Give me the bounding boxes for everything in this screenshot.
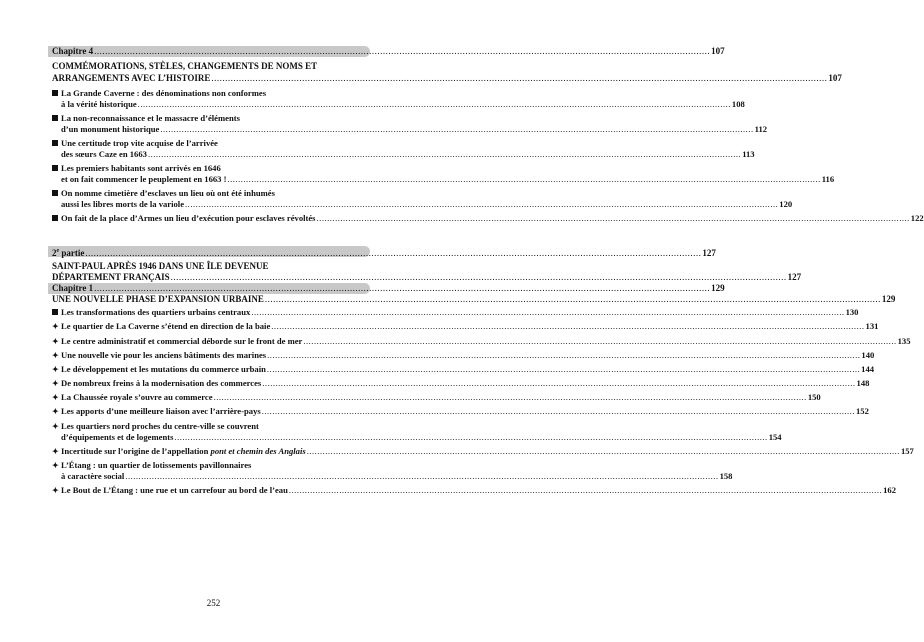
- diamond-bullet-icon: ✦: [52, 407, 59, 417]
- square-bullet-icon: [52, 163, 61, 174]
- toc-entry[interactable]: [52, 112, 768, 138]
- page-number: 148: [856, 378, 870, 389]
- leader-dots: [138, 99, 731, 110]
- entry-title: On nomme cimetière d’esclaves un lieu où ont été inhumés: [61, 188, 275, 199]
- leader-dots: [160, 124, 753, 135]
- square-bullet-icon: [52, 113, 61, 124]
- leader-dots: [214, 392, 807, 403]
- entry-title-cont: d’un monument historique: [61, 123, 160, 134]
- page-number: 107: [711, 46, 725, 56]
- diamond-bullet-icon: ✦: [52, 336, 59, 346]
- toc-entry[interactable]: [52, 213, 924, 227]
- page-number: 140: [861, 349, 875, 360]
- entry-title-cont: des sœurs Caze en 1663: [61, 148, 147, 159]
- leader-dots: [174, 432, 767, 443]
- toc-entry[interactable]: [52, 87, 745, 113]
- leader-dots: [171, 272, 787, 283]
- page-number: 130: [845, 307, 859, 318]
- leader-dots: [262, 406, 855, 417]
- toc-entry[interactable]: [52, 378, 870, 392]
- entry-title: L’Étang : un quartier de lotissements pavillonnaires: [61, 460, 252, 470]
- leader-dots: [125, 471, 718, 482]
- leader-dots: [262, 378, 855, 389]
- page-number: 127: [702, 247, 716, 258]
- part-2-heading[interactable]: [52, 260, 802, 284]
- toc-entry[interactable]: [52, 420, 782, 446]
- page-number: 122: [910, 213, 924, 224]
- entry-title: Les premiers habitants sont arrivés en 1646: [61, 163, 221, 174]
- toc-entry[interactable]: [52, 406, 869, 420]
- toc-entry[interactable]: [52, 335, 911, 350]
- toc-entry[interactable]: [52, 392, 821, 406]
- entry-title: Une nouvelle vie pour les anciens bâtiments des marines: [61, 349, 267, 360]
- square-bullet-shape: [52, 309, 58, 315]
- chapter-4-heading[interactable]: [52, 61, 842, 84]
- leader-dots: [271, 321, 864, 332]
- diamond-bullet-icon: ✦: [52, 486, 59, 496]
- entry-title-cont: à caractère social: [61, 471, 125, 481]
- page-number: 152: [855, 406, 869, 417]
- entry-title-cont: et on fait commencer le peuplement en 1663 !: [61, 174, 227, 185]
- page-number: 135: [897, 335, 911, 346]
- square-bullet-icon: [52, 188, 61, 199]
- leader-dots: [265, 294, 881, 306]
- leader-dots: [227, 174, 820, 185]
- leader-dots: [94, 46, 710, 58]
- folio: 252: [206, 598, 221, 608]
- diamond-bullet-icon: ✦: [52, 393, 59, 403]
- entry-title-cont: à la vérité historique: [61, 98, 137, 109]
- entry-title: Les transformations des quartiers urbains centraux: [61, 307, 251, 318]
- entry-title-cont: d’équipements et de logements: [61, 431, 174, 442]
- page-number: 107: [828, 72, 842, 83]
- chapter-1-heading[interactable]: [52, 294, 896, 305]
- square-bullet-shape: [52, 140, 58, 146]
- leader-dots: [267, 364, 860, 375]
- diamond-bullet-icon: ✦: [52, 421, 59, 431]
- entry-title: Une certitude trop vite acquise de l’arrivée: [61, 137, 218, 148]
- entry-title: Le développement et les mutations du commerce urbain: [61, 363, 266, 374]
- heading-line: UNE NOUVELLE PHASE D’EXPANSION URBAINE: [52, 294, 264, 305]
- entry-title: Le centre administratif et commercial déborde sur le front de mer: [61, 335, 303, 346]
- toc-entry[interactable]: [52, 307, 859, 321]
- page-number: 113: [742, 148, 755, 159]
- page-number: 150: [807, 392, 821, 403]
- diamond-bullet-icon: ✦: [52, 322, 59, 332]
- leader-dots: [303, 336, 896, 347]
- leader-dots: [317, 213, 910, 224]
- entry-title: On fait de la place d’Armes un lieu d’exécution pour esclaves révoltés: [61, 213, 316, 224]
- square-bullet-shape: [52, 190, 58, 196]
- diamond-bullet-icon: ✦: [52, 350, 59, 360]
- toc-entry[interactable]: [52, 460, 733, 485]
- toc-entry[interactable]: [52, 188, 793, 213]
- entry-title: Les apports d’une meilleure liaison avec l’arrière-pays: [61, 406, 261, 417]
- square-bullet-shape: [52, 90, 58, 96]
- toc-entry[interactable]: [52, 349, 875, 364]
- square-bullet-icon: [52, 138, 61, 149]
- page-number: 131: [865, 321, 879, 332]
- page-number: 112: [754, 123, 768, 134]
- diamond-bullet-icon: ✦: [52, 461, 59, 470]
- leader-dots: [94, 283, 710, 295]
- square-bullet-icon: [52, 213, 61, 224]
- entry-title: La Chaussée royale s’ouvre au commerce: [61, 392, 213, 403]
- leader-dots: [307, 446, 900, 457]
- diamond-bullet-icon: ✦: [52, 379, 59, 389]
- page-number: 157: [900, 445, 914, 456]
- chapter-1-band[interactable]: [48, 283, 725, 294]
- heading-line: ARRANGEMENTS AVEC L’HISTOIRE: [52, 72, 211, 83]
- chapter-4-entries: [52, 87, 924, 228]
- toc-entry[interactable]: [52, 485, 897, 499]
- part-2-band[interactable]: [48, 246, 716, 258]
- entry-title: De nombreux freins à la modernisation des commerces: [61, 378, 262, 389]
- entry-title: La non-reconnaissance et le massacre d’éléments: [61, 112, 240, 123]
- page-number: 129: [711, 283, 725, 294]
- page-number: 108: [731, 98, 745, 109]
- entry-title: Le quartier de La Caverne s’étend en direction de la baie: [61, 321, 271, 332]
- leader-dots: [85, 248, 701, 260]
- chapter-4-band[interactable]: [48, 46, 725, 57]
- leader-dots: [289, 485, 882, 496]
- square-bullet-icon: [52, 307, 61, 318]
- page-number: 127: [787, 272, 802, 283]
- leader-dots: [148, 149, 741, 160]
- heading-line: SAINT-PAUL APRÈS 1946 DANS UNE ÎLE DEVENUE: [52, 260, 269, 271]
- entry-title: Incertitude sur l’origine de l’appellation pont et chemin des Anglais: [61, 445, 306, 456]
- entry-title: Les quartiers nord proches du centre-ville se couvrent: [61, 420, 259, 431]
- diamond-bullet-icon: ✦: [52, 446, 59, 456]
- chapter-1-entries: [52, 307, 914, 499]
- heading-line: DÉPARTEMENT FRANÇAIS: [52, 272, 170, 283]
- toc-entry[interactable]: [52, 137, 755, 163]
- square-bullet-shape: [52, 165, 58, 171]
- toc-entry[interactable]: [52, 445, 914, 460]
- leader-dots: [185, 199, 778, 210]
- chapter-label: Chapitre 1: [52, 283, 94, 294]
- square-bullet-shape: [52, 115, 58, 121]
- toc-entry[interactable]: [52, 321, 879, 335]
- leader-dots: [251, 307, 844, 318]
- leader-dots: [211, 73, 827, 84]
- page-number: 116: [821, 174, 835, 185]
- square-bullet-shape: [52, 215, 58, 221]
- diamond-bullet-icon: ✦: [52, 364, 59, 374]
- page-number: 162: [883, 485, 897, 496]
- chapter-label: Chapitre 4: [52, 46, 94, 56]
- toc-entry[interactable]: [52, 163, 835, 188]
- table-of-contents: [52, 46, 924, 499]
- page-number: 158: [719, 471, 733, 481]
- page-number: 154: [768, 431, 782, 442]
- page-number: 129: [881, 294, 896, 305]
- page-number: 120: [779, 199, 793, 210]
- entry-title: La Grande Caverne : des dénominations non conformes: [61, 87, 267, 98]
- toc-entry[interactable]: [52, 363, 875, 378]
- entry-title-cont: aussi les libres morts de la variole: [61, 199, 185, 210]
- leader-dots: [267, 350, 860, 361]
- heading-line: COMMÉMORATIONS, STÈLES, CHANGEMENTS DE NOMS ET: [52, 61, 318, 71]
- page-number: 144: [861, 363, 875, 374]
- part-label: 2e partie: [52, 247, 85, 258]
- entry-title: Le Bout de L’Étang : une rue et un carrefour au bord de l’eau: [61, 485, 288, 496]
- square-bullet-icon: [52, 88, 61, 99]
